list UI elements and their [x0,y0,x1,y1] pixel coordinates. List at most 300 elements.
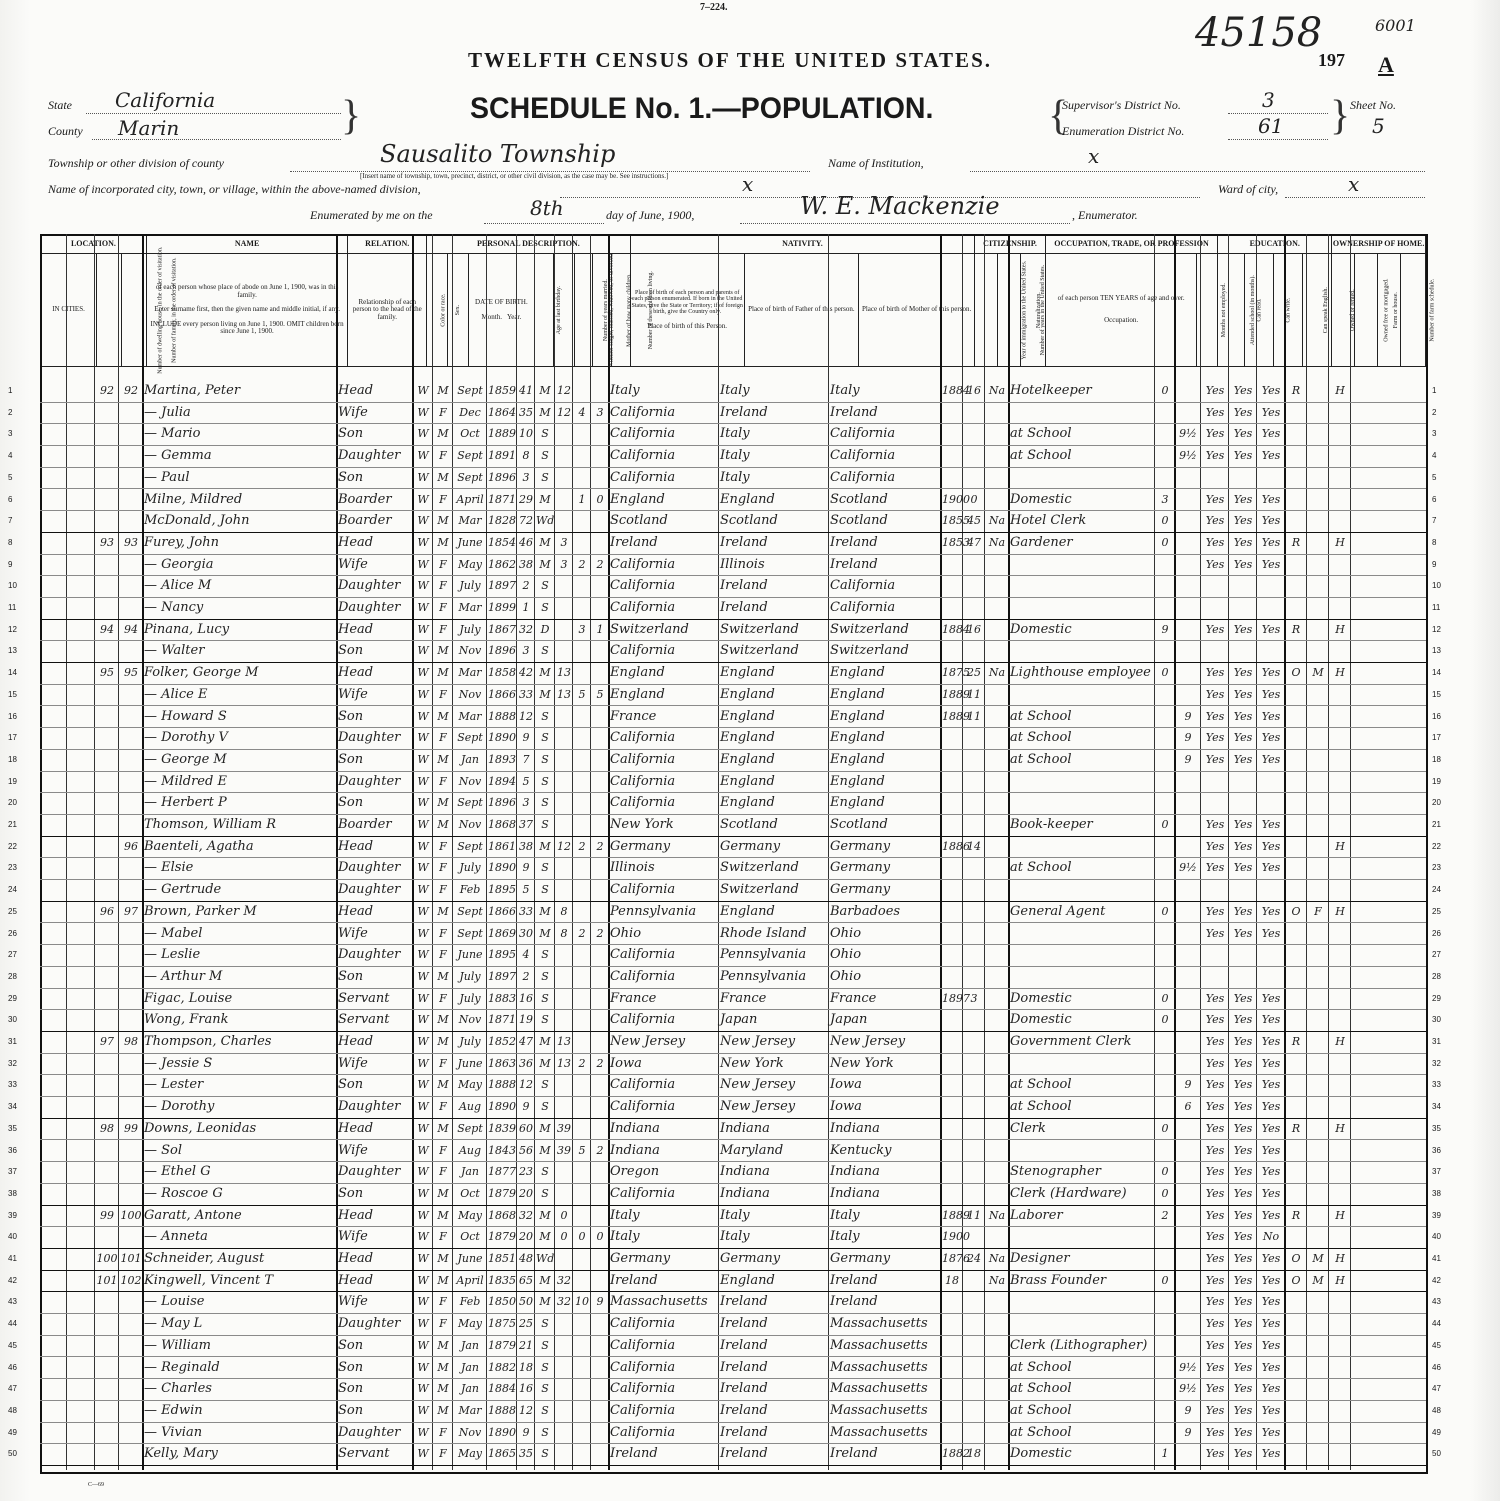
cell-age: 36 [519,1056,533,1070]
cell-imm [942,640,962,662]
cell-imm: 1900 [942,1230,970,1244]
cell-name: — Georgia [144,556,214,572]
cell-sp [1258,771,1284,793]
cell-rd: Yes [1205,1186,1225,1200]
school-text: Attended school (in months). [1250,275,1257,346]
cell-sch [1176,489,1200,511]
cell-imm: 1855 [942,514,970,528]
cell-dw: 98 [100,1121,114,1135]
cell-ym: 12 [557,839,571,853]
cell-fam [120,597,142,619]
cell-rel: Servant [338,990,390,1006]
cell-ch [574,532,590,554]
cell-color: W [417,1425,429,1439]
cell-own [1286,944,1306,966]
cell-occ: Domestic [1010,1446,1072,1462]
cell-ym [556,640,572,662]
year-header: Year. [506,312,522,321]
cell-age: 32 [519,1208,533,1222]
cell-year: 1884 [488,1382,516,1396]
cell-ch [574,988,590,1010]
cell-wr [1230,771,1256,793]
cell-fh [1330,1291,1350,1313]
cell-imm [942,1291,962,1313]
cell-wr: Yes [1233,535,1253,549]
cell-name: Brown, Parker M [144,903,257,919]
cell-own [1286,857,1306,879]
cell-lv: 5 [596,687,604,701]
cell-month: June [457,535,483,549]
table-row [8,489,1437,512]
cell-nat [986,706,1008,728]
cell-lv [592,1248,608,1270]
personal-header: PERSONAL DESCRIPTION. [427,235,630,254]
cell-fh [1330,597,1350,619]
cell-sch [1176,1140,1200,1162]
cell-wr: Yes [1233,818,1253,831]
cell-imm: 1900 [942,492,970,506]
cell-yrs: 0 [970,492,978,506]
cell-imm [942,402,962,424]
cell-yrs [964,1031,984,1053]
cell-month: May [457,1447,483,1461]
cell-sp: Yes [1261,449,1281,463]
cell-month: Aug [458,1100,482,1114]
table-row [8,423,1437,446]
cell-lv [592,575,608,597]
cell-bm: Ohio [830,947,862,963]
cell-sp: Yes [1261,514,1281,528]
cell-ch [574,857,590,879]
cell-rel: Boarder [338,491,392,507]
cell-yrs: 3 [970,991,978,1005]
cell-occ: at School [1010,1077,1072,1093]
county-value: Marin [118,116,180,140]
cell-wr: Yes [1233,1252,1253,1265]
cell-sch [1176,836,1200,858]
cell-dw [96,684,118,706]
cell-lv [592,1443,608,1465]
can-write-text: Can write. [1285,297,1292,323]
cell-ch [574,879,590,901]
cell-rel: Daughter [338,1424,401,1440]
cell-ym [556,814,572,836]
supervisor-value: 3 [1262,88,1275,112]
cell-imm [942,944,962,966]
cell-occ: Brass Founder [1010,1272,1107,1288]
table-row [8,923,1441,946]
cell-color: W [417,514,429,528]
cell-bf: England [720,751,775,767]
cell-rd: Yes [1205,1338,1225,1352]
cell-year: 1891 [488,449,516,463]
cell-sp [1258,879,1284,901]
table-row [8,966,1441,989]
cell-sex: M [437,1078,449,1092]
cell-wr: Yes [1233,1186,1253,1200]
cell-bf: Pennsylvania [720,968,807,984]
cell-ch [574,814,590,836]
cell-ym [556,1443,572,1465]
state-line [86,112,341,114]
cell-own [1286,814,1306,836]
cell-sch: 9 [1184,731,1192,745]
cell-name: McDonald, John [144,513,250,529]
cell-imm [942,1183,962,1205]
cell-ch [574,1400,590,1422]
day-value: 8th [530,196,564,220]
cell-color: W [417,796,429,810]
cell-sp: Yes [1261,861,1281,875]
cell-yrs [964,1378,984,1400]
cell-nat [986,966,1008,988]
cell-ym [556,1378,572,1400]
cell-lv [592,944,608,966]
cell-ch: 2 [578,839,586,853]
cell-ch [574,944,590,966]
cell-free [1308,597,1328,619]
cell-occ: at School [1010,708,1072,724]
cell-free [1308,684,1328,706]
cell-nat [986,1053,1008,1075]
cell-lv [592,792,608,814]
cell-bm: England [830,686,885,702]
cell-fh: H [1335,904,1345,918]
row-number-right: 11 [1432,603,1441,612]
row-number-right: 15 [1432,689,1441,699]
cell-ch [574,1074,590,1096]
row-number-left: 11 [8,603,17,612]
cell-nat [986,836,1008,858]
cell-ne [1156,1248,1174,1270]
cell-wr: Yes [1233,405,1253,419]
cell-color: W [417,579,429,593]
cell-age: 35 [519,405,533,419]
cell-rel: Head [338,1251,374,1266]
cell-mar: S [541,818,549,831]
cell-fh [1330,749,1350,771]
cell-fh [1330,771,1350,793]
cell-bf: Ireland [720,1316,768,1332]
cell-sp: Yes [1261,1186,1281,1200]
cell-month: July [459,991,481,1005]
cell-ym: 12 [557,384,571,397]
cell-age: 4 [522,948,530,962]
cell-rel: Son [338,426,364,442]
cell-sex: M [437,644,449,658]
cell-year: 1879 [488,1230,516,1244]
cell-imm: 1882 [942,1447,970,1461]
cell-fh: H [1335,1252,1345,1265]
cell-yrs [964,944,984,966]
cell-fam [120,1140,142,1162]
cell-rd: Yes [1205,557,1225,571]
cell-ne: 0 [1161,1273,1169,1287]
cell-ne [1156,1291,1174,1313]
cell-rel: Head [338,1120,374,1136]
cell-free [1308,1313,1328,1335]
cell-yrs [964,1226,984,1248]
cell-ne [1156,1031,1174,1053]
cell-dw [96,575,118,597]
cell-sex: M [437,535,449,549]
cell-ne: 2 [1161,1208,1169,1222]
cell-sex: F [439,601,447,614]
cell-rd: Yes [1205,752,1225,766]
row-number-left: 31 [8,1037,17,1046]
cell-occ: at School [1010,1359,1072,1375]
cell-free [1308,575,1328,597]
cell-own: R [1291,384,1301,397]
schedule-title: SCHEDULE No. 1.—POPULATION. [470,92,934,125]
cell-free [1308,1400,1328,1422]
cell-bp: California [610,1337,676,1353]
cell-ne: 0 [1161,991,1169,1005]
cell-month: Sept [457,384,483,397]
cell-rel: Daughter [338,1316,401,1332]
cell-dw [96,1335,118,1357]
cell-dw [96,510,118,532]
cell-age: 19 [519,1013,533,1027]
cell-sp [1258,597,1284,619]
marital-header-text: Whether single, married, widowed, or divorced. [608,252,615,369]
cell-rd: Yes [1205,926,1225,940]
cell-own [1286,1140,1306,1162]
cell-sex: M [437,1382,449,1396]
township-note: [Insert name of township, town, precinct, district, or other civil division, as the case may be. See instructions.] [360,172,669,180]
cell-rel: Daughter [338,947,401,963]
cell-month: Mar [458,514,482,528]
cell-ch [574,706,590,728]
cell-sp: Yes [1261,405,1281,419]
cell-occ [1010,966,1154,988]
cell-rd: Yes [1205,839,1225,853]
cell-free [1308,792,1328,814]
cell-bm: Germany [830,860,891,876]
cell-occ [1010,1140,1154,1162]
cell-own [1286,966,1306,988]
cell-color: W [417,1382,429,1396]
cell-bp: California [610,404,676,420]
cell-own [1286,1335,1306,1357]
cell-month: Jan [460,1382,480,1396]
cell-sex: F [439,579,447,593]
form-number: 7–224. [700,2,728,13]
cell-bp: New York [610,817,674,832]
table-row [8,445,1437,468]
cell-sp: Yes [1261,1035,1281,1048]
can-speak-text: Can speak English. [1323,287,1330,334]
cell-ne [1156,1422,1174,1444]
cell-ne [1156,1335,1174,1357]
cell-month: Oct [460,1186,480,1200]
cell-dw [96,1226,118,1248]
cell-wr: Yes [1233,622,1253,636]
table-row [8,1313,1441,1336]
cell-own [1286,1378,1306,1400]
cell-yrs [964,1270,984,1292]
cell-fam [120,1357,142,1379]
cell-rd: Yes [1205,1078,1225,1092]
cell-rd: Yes [1205,1273,1225,1287]
archive-stamp-number: 45158 [1195,10,1323,56]
cell-yrs [964,1140,984,1162]
cell-dw [96,1161,118,1183]
cell-rd: Yes [1205,1056,1225,1070]
cell-fh [1330,1313,1350,1335]
cell-own [1286,554,1306,576]
row-number-right: 42 [1432,1275,1441,1285]
cell-month: June [457,1056,483,1070]
cell-bm: Scotland [830,513,888,529]
name-desc-text: of each person whose place of abode on June 1, 1900, was in this family. [155,283,339,299]
cell-month: May [457,1208,483,1222]
cell-rel: Head [338,383,374,398]
cell-bp: Switzerland [610,621,689,637]
cell-own [1286,792,1306,814]
cell-age: 32 [519,622,533,636]
cell-sex: F [439,839,447,853]
occupation-desc: of each person TEN YEARS of age and over. [1057,294,1185,303]
cell-rel: Head [338,621,374,637]
cell-nat [986,1400,1008,1422]
cell-bm: New Jersey [830,1034,906,1049]
cell-age: 29 [519,492,533,506]
cell-occ: Domestic [1010,491,1072,507]
cell-ym [556,1422,572,1444]
cell-dw [96,1096,118,1118]
enumerator-label: , Enumerator. [1072,208,1138,222]
cell-bp: Illinois [610,860,655,876]
cell-color: W [417,1273,429,1287]
cell-fh: H [1335,1273,1345,1287]
cell-sex: F [439,948,447,962]
cell-age: 12 [519,1078,533,1092]
cell-sch: 9½ [1179,1360,1197,1374]
cell-rel: Daughter [338,860,401,876]
cell-free [1308,1183,1328,1205]
cell-year: 1867 [488,622,516,636]
cell-wr: Yes [1233,1317,1253,1331]
cell-occ [1010,640,1154,662]
cell-bf: England [720,795,775,811]
cell-own [1286,749,1306,771]
cell-sp: Yes [1261,1056,1281,1070]
cell-year: 1888 [488,709,516,723]
cell-sch [1176,1161,1200,1183]
cell-sch [1176,966,1200,988]
cell-bm: California [830,448,896,464]
cell-yrs [964,923,984,945]
cell-fh [1330,1096,1350,1118]
cell-lv: 2 [596,557,604,571]
table-row [8,1205,1441,1228]
cell-yrs [964,1400,984,1422]
cell-sch [1176,1335,1200,1357]
cell-rel: Son [338,795,364,811]
cell-year: 1852 [488,1035,516,1048]
cell-rd: Yes [1205,1230,1225,1244]
cell-sex: F [439,405,447,419]
cell-sex: F [439,926,447,940]
cell-bf: England [720,665,775,681]
cell-yrs: 45 [967,514,981,528]
cell-own [1286,1400,1306,1422]
cell-bf: Italy [720,426,750,442]
cell-mar: M [539,1035,551,1048]
cell-fh [1330,1226,1350,1248]
cell-occ: at School [1010,730,1072,746]
cell-nat [986,923,1008,945]
cell-imm [942,1031,962,1053]
cell-fam [120,1009,142,1031]
cell-occ [1010,1053,1154,1075]
cell-color: W [417,1013,429,1027]
cell-bm: Indiana [830,1120,880,1136]
cell-mar: M [539,1295,551,1309]
cell-free [1308,1422,1328,1444]
cell-bf: Illinois [720,556,765,572]
cell-rd [1202,467,1228,489]
cell-color: W [417,883,429,897]
cell-mar: M [539,1143,551,1157]
cell-nat [986,1357,1008,1379]
cell-bm: Kentucky [830,1142,892,1158]
years-married-text: Number of years married. [602,279,609,342]
table-row [8,1074,1441,1097]
row-number-left: 6 [8,494,13,504]
cell-own [1286,1009,1306,1031]
cell-fam [120,554,142,576]
cell-fh [1330,1378,1350,1400]
cell-wr: Yes [1233,687,1253,701]
cell-fh [1330,510,1350,532]
row-number-left: 36 [8,1145,17,1155]
cell-ch [574,1422,590,1444]
cell-ne [1156,1313,1174,1335]
cell-occ: at School [1010,1381,1072,1397]
occupation-col-text: Occupation. [1104,316,1139,325]
cell-ym [556,597,572,619]
cell-age: 50 [519,1295,533,1309]
table-row [8,836,1441,859]
cell-sp: Yes [1261,991,1281,1005]
cell-rd: Yes [1205,1121,1225,1135]
cell-nat [986,1378,1008,1400]
cell-ch [574,1096,590,1118]
cell-imm [942,1053,962,1075]
cell-lv [592,879,608,901]
cell-lv [592,1205,608,1227]
cell-wr: Yes [1233,1035,1253,1048]
cell-sp: Yes [1261,622,1281,636]
cell-wr [1230,467,1256,489]
cell-dw [96,1443,118,1465]
table-row [8,1270,1441,1293]
row-number-left: 25 [8,906,17,916]
cell-sch [1176,814,1200,836]
cell-age: 25 [519,1317,533,1331]
cell-dw [96,836,118,858]
cell-bp: Massachusetts [610,1294,708,1310]
cell-month: Nov [458,774,482,788]
cell-fam [120,1053,142,1075]
cell-year: 1859 [488,384,516,397]
cell-nat [986,771,1008,793]
cell-ne: 0 [1161,666,1169,680]
cell-ch [574,749,590,771]
cell-free [1308,1053,1328,1075]
